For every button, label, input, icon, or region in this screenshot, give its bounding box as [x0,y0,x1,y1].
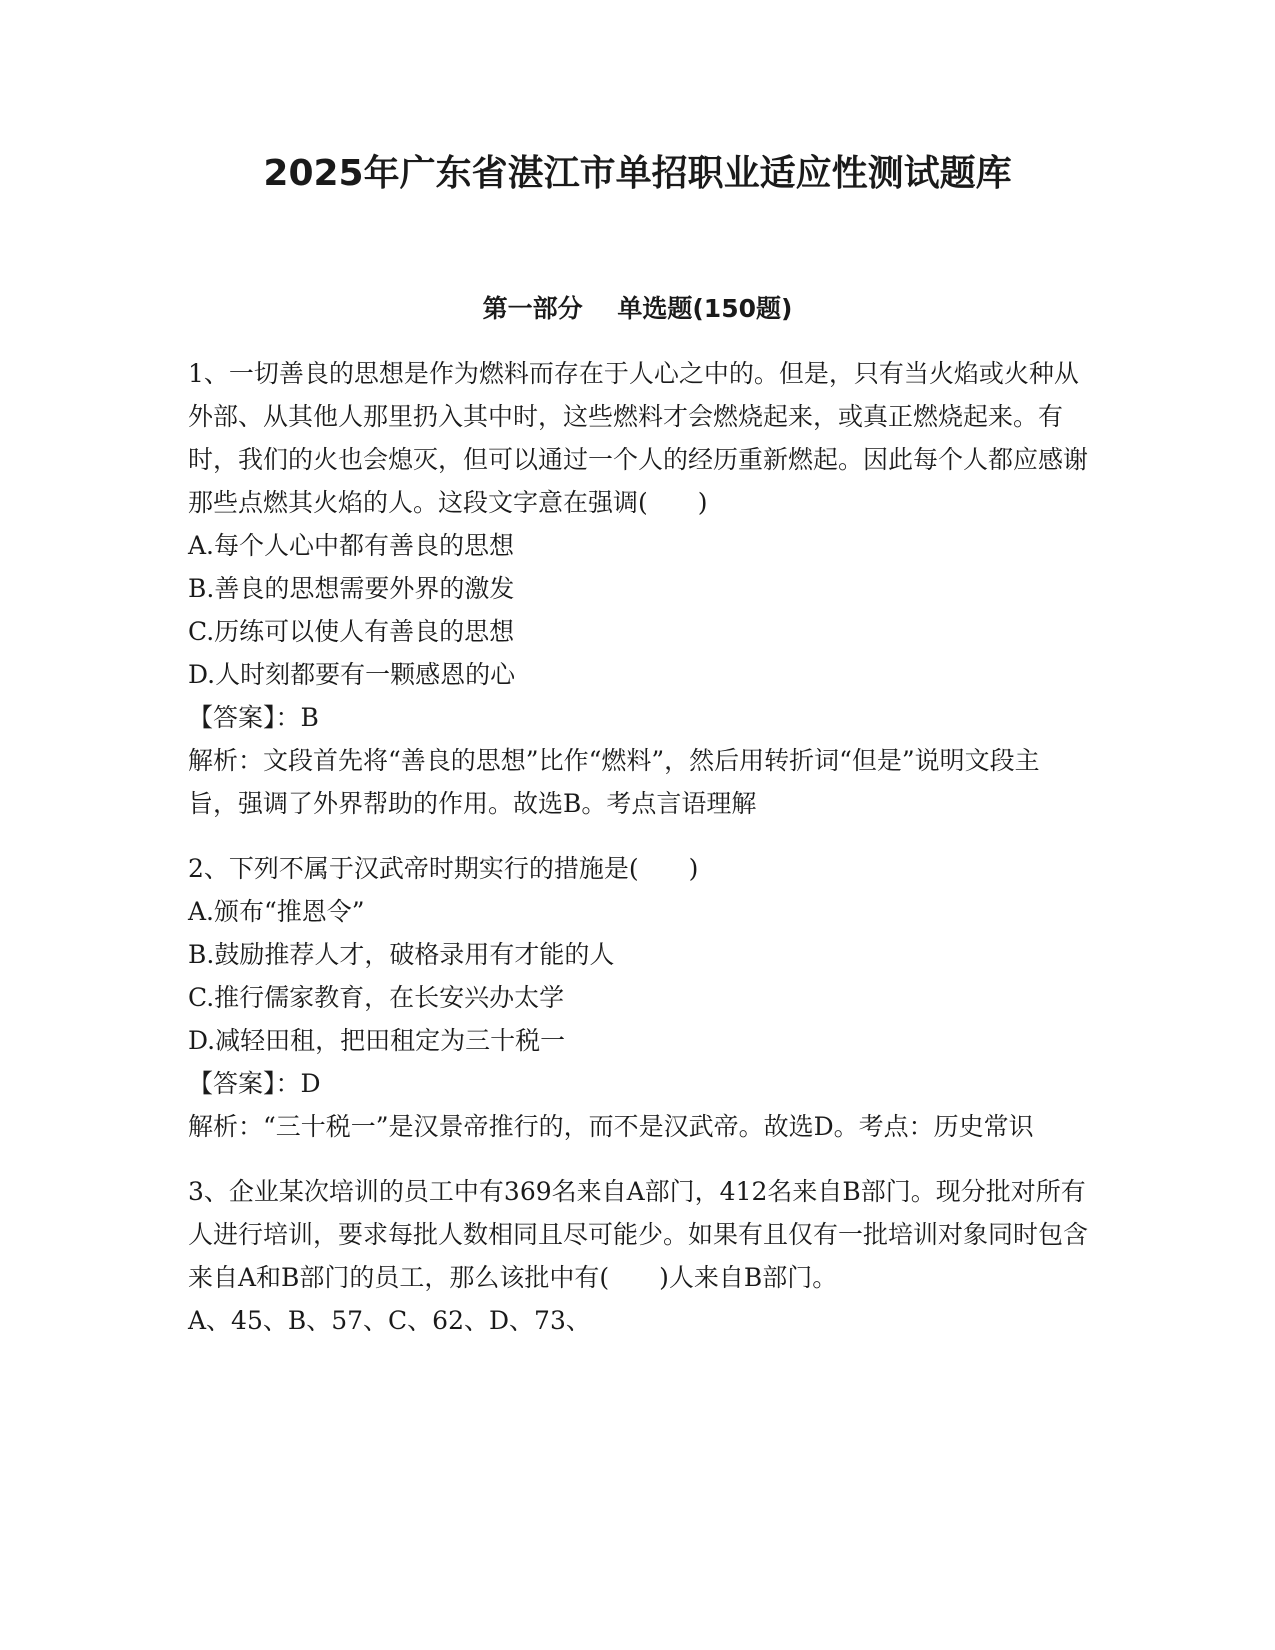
question-stem: 1、一切善良的思想是作为燃料而存在于人心之中的。但是，只有当火焰或火种从外部、从其他人那里扔入其中时，这些燃料才会燃烧起来，或真正燃烧起来。有时，我们的火也会熄灭，但可以通过一个人的经历重新燃起。因此每个人都应感谢那些点燃其火焰的人。这段文字意在强调( ) [188,359,1089,517]
options-inline: A、45、B、57、C、62、D、73、 [188,1306,591,1335]
question-2 [188,847,1088,1148]
analysis-text: 解析：文段首先将“善良的思想”比作“燃料”，然后用转折词“但是”说明文段主旨，强调了外界帮助的作用。故选B。考点言语理解 [188,746,1040,818]
question-3 [188,1170,1088,1342]
option-c: C.推行儒家教育，在长安兴办太学 [188,983,565,1012]
analysis-text: 解析：“三十税一”是汉景帝推行的，而不是汉武帝。故选D。考点：历史常识 [188,1112,1034,1141]
option-b: B.鼓励推荐人才，破格录用有才能的人 [188,940,615,969]
option-b: B.善良的思想需要外界的激发 [188,574,515,603]
section-title: 第一部分 单选题(150题) [482,294,793,323]
answer-line: 【答案】：D [188,1069,321,1098]
option-d: D.人时刻都要有一颗感恩的心 [188,660,516,689]
question-stem: 2、下列不属于汉武帝时期实行的措施是( ) [188,854,699,883]
answer-line: 【答案】：B [188,703,319,732]
option-a: A.颁布“推恩令” [188,897,365,926]
question-list [188,352,1088,1364]
question-stem: 3、企业某次培训的员工中有369名来自A部门，412名来自B部门。现分批对所有人进行培训，要求每批人数相同且尽可能少。如果有且仅有一批培训对象同时包含来自A和B部门的员工，那么该批中有( )人来自B部门。 [188,1177,1089,1292]
option-c: C.历练可以使人有善良的思想 [188,617,515,646]
document-title: 2025年广东省湛江市单招职业适应性测试题库 [263,153,1012,194]
question-1 [188,352,1088,825]
option-a: A.每个人心中都有善良的思想 [188,531,515,560]
option-d: D.减轻田租，把田租定为三十税一 [188,1026,566,1055]
